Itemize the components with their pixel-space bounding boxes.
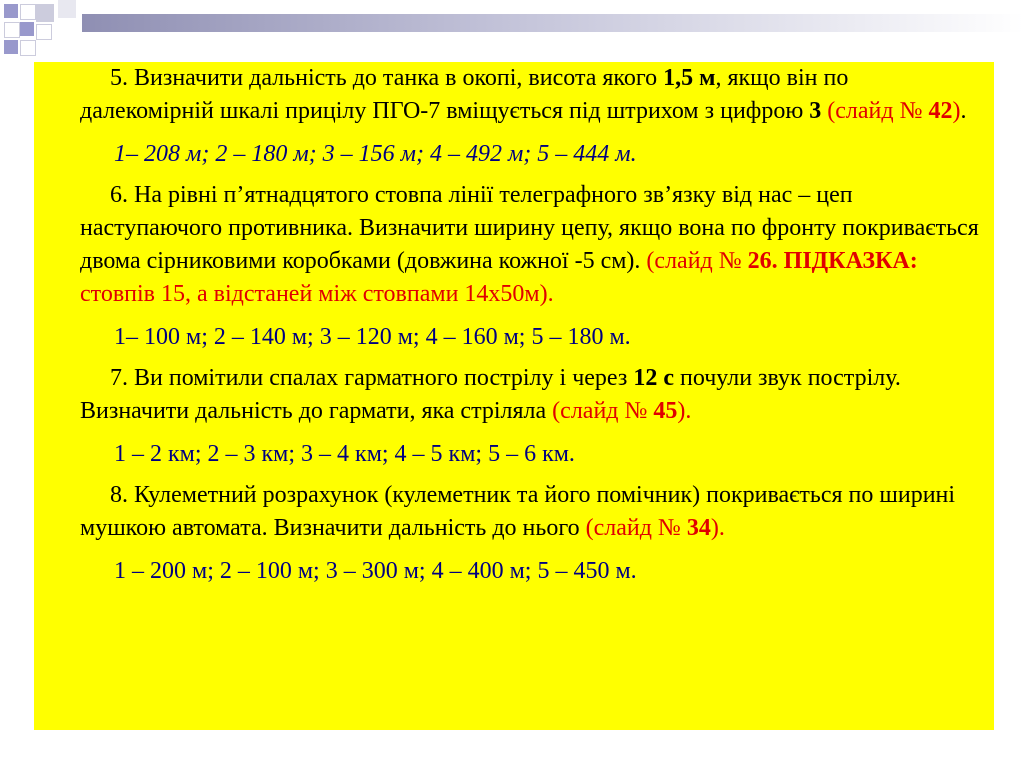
question-text — [80, 479, 980, 545]
question-segment: (слайд № — [552, 398, 654, 424]
question-segment: (слайд № — [821, 98, 929, 124]
question-segment: (слайд № — [646, 248, 748, 274]
question-segment: 1,5 м — [663, 65, 716, 91]
answer-option: 3 – 4 км; — [301, 441, 395, 467]
question-segment: . — [960, 98, 967, 124]
answer-option: 5 – 444 м. — [537, 141, 637, 167]
question-text — [80, 62, 980, 128]
decor-square — [4, 40, 18, 54]
answer-option: 4 – 400 м; — [431, 558, 538, 584]
answer-option: 2 – 3 км; — [207, 441, 302, 467]
answer-option: 3 – 156 м; — [322, 141, 430, 167]
question-segment: 26. ПІДКАЗКА: — [747, 248, 918, 274]
question-segment: , якщо він по далекомірній шкалі прицілу ПГО-7 вміщується під штрихом з цифрою — [80, 65, 849, 124]
answer-option: 4 – 492 м; — [429, 141, 538, 167]
question-text — [80, 179, 980, 311]
question-text — [80, 362, 980, 428]
question-segment: 6. На рівні п’ятнадцятого стовпа лінії телеграфного зв’язку від нас – цеп наступаючого противника. Визначити ширину цепу, якщо вона по фронту покривається двома сірниковими коробками (довжина кожної -5 см). — [80, 182, 979, 274]
answer-options — [80, 321, 980, 354]
answer-option: 2 – 180 м; — [215, 141, 323, 167]
answer-option: 1– 100 м; — [114, 324, 214, 350]
decor-square — [20, 22, 34, 36]
decor-square — [58, 0, 76, 18]
question-segment: 7. Ви помітили спалах гарматного пострілу і через — [110, 365, 634, 391]
question-segment: 8. Кулеметний розрахунок (кулеметник та його помічник) покривається по ширині мушкою автомата. Визначити дальність до нього — [80, 482, 956, 541]
header-gradient-bar — [82, 14, 1024, 32]
question-segment: 5. Визначити дальність до танка в окопі, висота якого — [110, 65, 664, 91]
answer-option: 5 – 180 м. — [531, 324, 631, 350]
answer-option: 4 – 160 м; — [425, 324, 532, 350]
question-segment: (слайд № — [585, 515, 687, 541]
answer-option: 4 – 5 км; — [394, 441, 489, 467]
decor-square — [20, 4, 36, 20]
decor-square — [36, 4, 54, 22]
question-segment: 12 с — [633, 365, 674, 391]
answer-option: 1– 208 м; — [114, 141, 216, 167]
decor-square — [4, 4, 18, 18]
answer-option: 2 – 100 м; — [219, 558, 326, 584]
question-segment: 3 — [809, 98, 822, 124]
question-segment: почули звук пострілу. Визначити дальність до гармати, яка стріляла — [80, 365, 901, 424]
questions-list — [80, 62, 980, 596]
answer-option: 3 – 120 м; — [319, 324, 426, 350]
answer-option: 1 – 2 км; — [114, 441, 208, 467]
question-segment: 34 — [686, 515, 711, 541]
decor-square — [20, 40, 36, 56]
answer-option: 1 – 200 м; — [114, 558, 220, 584]
decor-square — [4, 22, 20, 38]
decor-square — [36, 24, 52, 40]
answer-options — [80, 138, 980, 171]
question-segment: стовпів 15, а відстаней між стовпами 14х50м). — [80, 281, 554, 307]
answer-option: 5 – 6 км. — [488, 441, 575, 467]
answer-option: 2 – 140 м; — [213, 324, 320, 350]
question-segment: ). — [677, 398, 692, 424]
answer-option: 5 – 450 м. — [537, 558, 637, 584]
answer-options — [80, 555, 980, 588]
question-segment: ). — [710, 515, 725, 541]
question-segment: 45 — [653, 398, 678, 424]
slide-decoration — [0, 0, 1024, 60]
question-segment: 42 — [928, 98, 953, 124]
answer-option: 3 – 300 м; — [325, 558, 432, 584]
question-segment: ) — [952, 98, 961, 124]
answer-options — [80, 438, 980, 471]
